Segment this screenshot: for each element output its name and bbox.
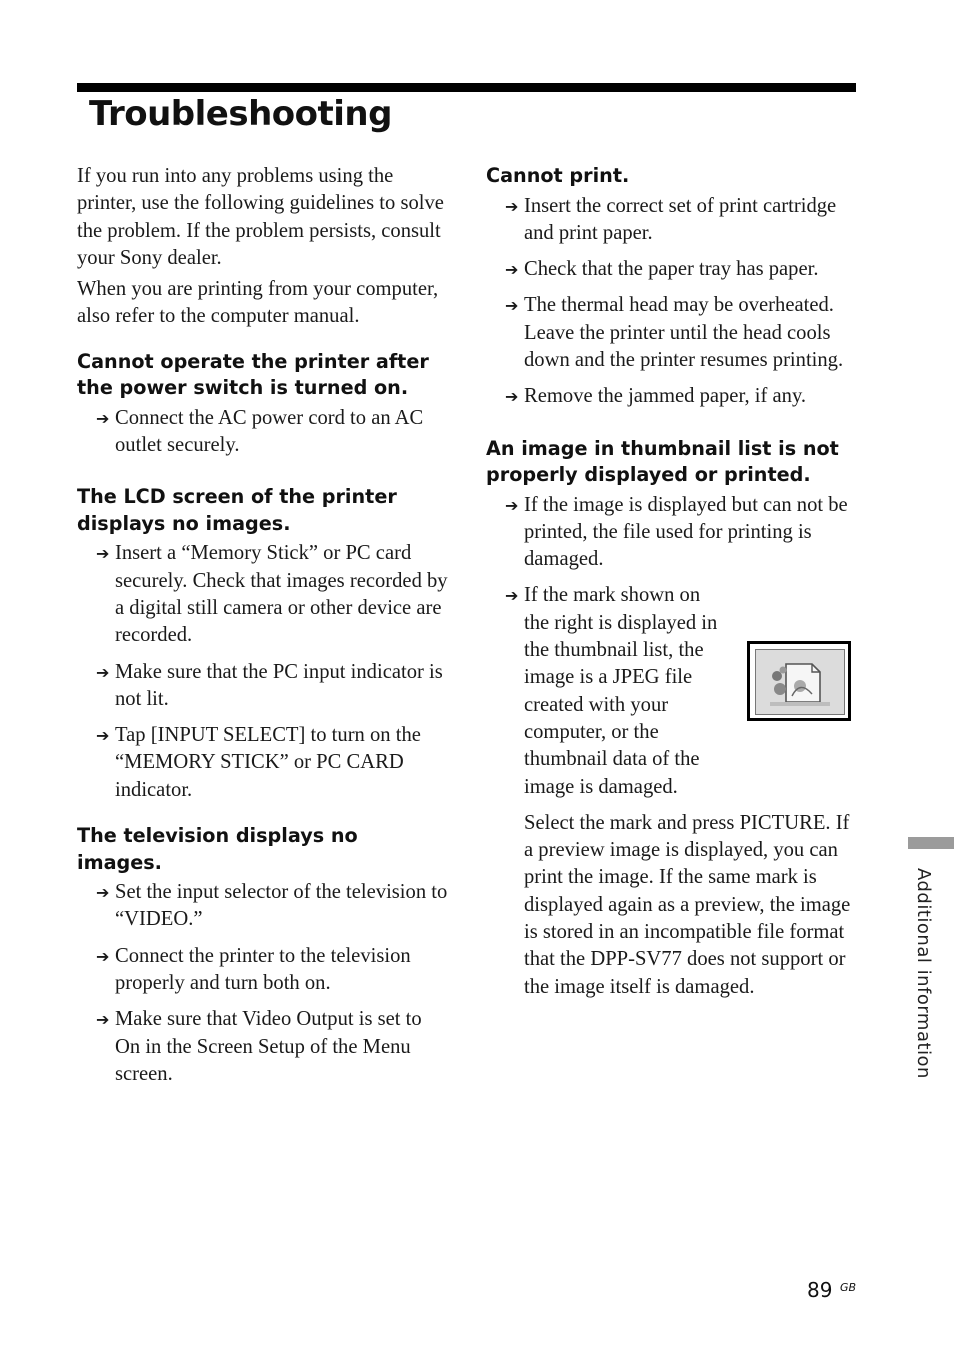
solution-list (486, 193, 858, 411)
arrow-right-icon: ➔ (505, 196, 519, 216)
solution-list (77, 540, 449, 804)
section-heading: The television displays no images. (77, 824, 358, 874)
list-item: ➔ If the image is displayed but can not be printed, the file used for printing is damaged. (505, 493, 848, 571)
page-region-code: GB (840, 1281, 857, 1294)
section-heading: An image in thumbnail list is not properly displayed or printed. (486, 436, 839, 487)
arrow-right-icon: ➔ (96, 662, 110, 682)
right-column (486, 163, 858, 1001)
list-item: ➔ Make sure that Video Output is set to On in the Screen Setup of the Menu screen. (96, 1008, 422, 1085)
list-item: ➔ Remove the jammed paper, if any. (486, 383, 858, 410)
list-item: ➔ Connect the printer to the television properly and turn both on. (96, 944, 411, 994)
intro-paragraph: If you run into any problems using the printer, use the following guidelines to solve the problem. If the problem persists, consult your Sony dealer. (77, 165, 444, 269)
arrow-right-icon: ➔ (505, 586, 519, 606)
arrow-right-icon: ➔ (96, 883, 110, 903)
left-column (77, 163, 449, 1097)
arrow-right-icon: ➔ (505, 260, 519, 280)
header-rule (77, 83, 856, 92)
list-item: ➔ Connect the AC power cord to an AC outlet securely. (96, 406, 424, 457)
section-side-label: Additional information (913, 868, 934, 1079)
list-item: ➔ Make sure that the PC input indicator is not lit. (96, 660, 443, 710)
list-item: ➔ The thermal head may be overheated. Leave the printer until the head cools down and the printer resumes printing. (505, 294, 844, 371)
arrow-right-icon: ➔ (96, 544, 110, 564)
arrow-right-icon: ➔ (96, 1010, 110, 1030)
arrow-right-icon: ➔ (96, 946, 110, 966)
section-heading: Cannot operate the printer after the power switch is turned on. (77, 349, 429, 400)
page-number: 89 (807, 1278, 833, 1302)
arrow-right-icon: ➔ (96, 408, 110, 428)
arrow-right-icon: ➔ (505, 296, 519, 316)
list-item: ➔ If the mark shown on the right is displayed in the thumbnail list, the image is a JPEG file created with your computer, or the thumbnail data of the image is damaged. (486, 582, 858, 800)
page-title: Troubleshooting (89, 94, 392, 134)
list-item: ➔ Insert the correct set of print cartridge and print paper. (505, 194, 837, 244)
list-item: ➔ Check that the paper tray has paper. (486, 256, 858, 283)
section-heading: Cannot print. (486, 164, 630, 187)
solution-list (486, 492, 858, 801)
intro-paragraph: When you are printing from your computer, also refer to the computer manual. (77, 278, 439, 328)
arrow-right-icon: ➔ (96, 726, 110, 746)
list-item: ➔ Set the input selector of the television to “VIDEO.” (96, 881, 448, 931)
solution-list (77, 879, 449, 1088)
section-tab-marker (908, 837, 954, 849)
list-item: ➔ Insert a “Memory Stick” or PC card securely. Check that images recorded by a digital still camera or other device are recorded. (96, 542, 448, 647)
solution-list (77, 405, 449, 460)
arrow-right-icon: ➔ (505, 495, 519, 515)
note-paragraph: Select the mark and press PICTURE. If a preview image is displayed, you can print the image. If the same mark is displayed again as a preview, the image is stored in an incompatible file format that the DPP-SV77 does not support or the image itself is damaged. (524, 811, 851, 998)
list-item: ➔ Tap [INPUT SELECT] to turn on the “MEMORY STICK” or PC CARD indicator. (96, 724, 421, 801)
arrow-right-icon: ➔ (505, 387, 519, 407)
section-heading: The LCD screen of the printer displays no images. (77, 485, 397, 535)
unsupported-image-mark-icon (747, 641, 851, 721)
